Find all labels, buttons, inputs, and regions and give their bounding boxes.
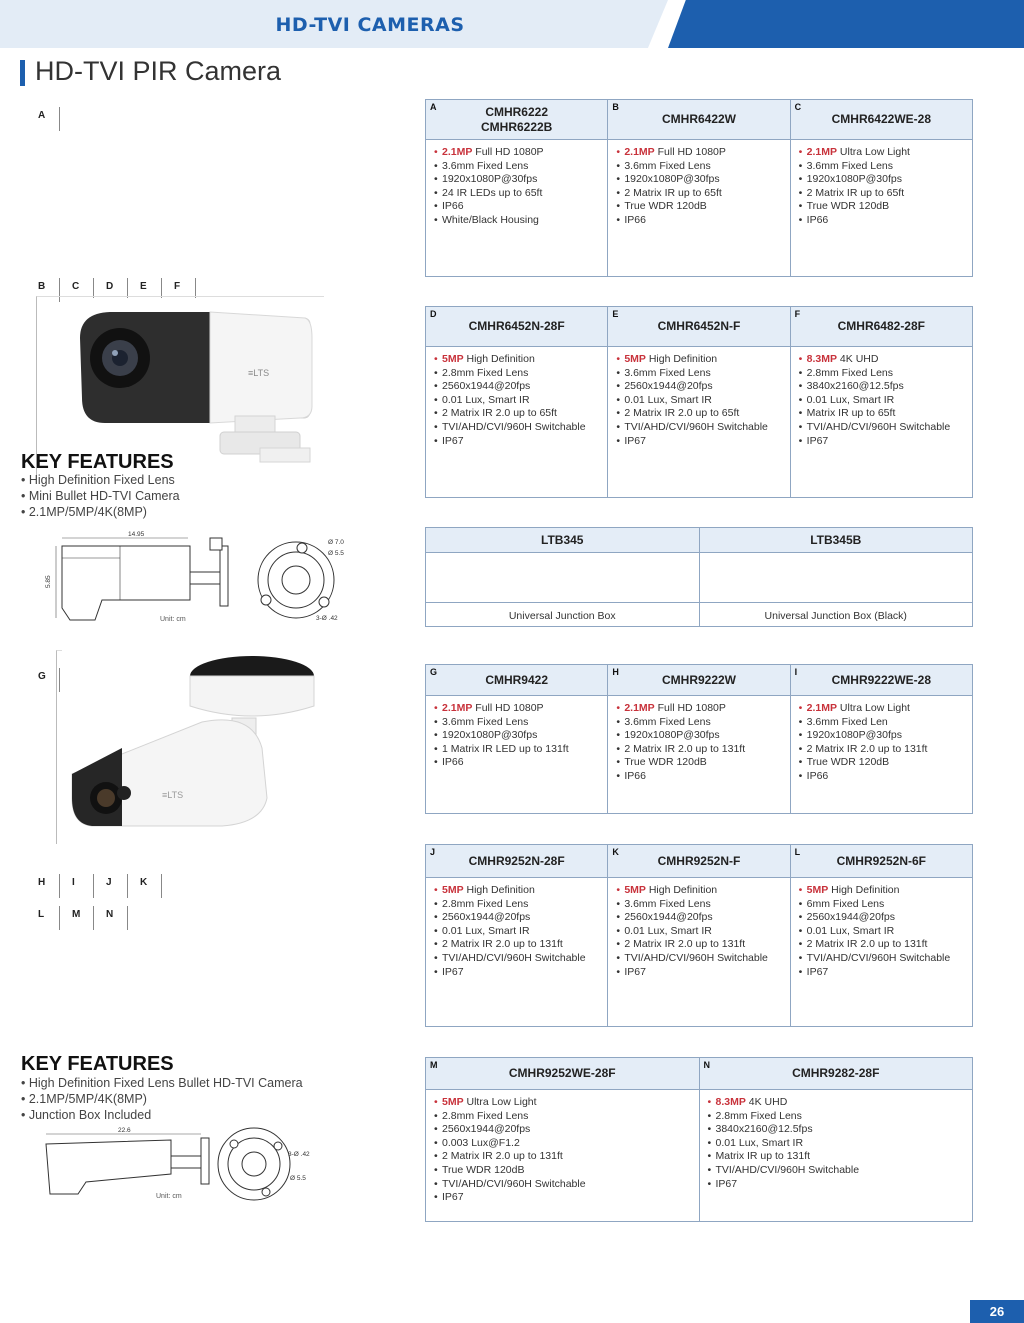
spec-item: • 2 Matrix IR 2.0 up to 131ft — [434, 938, 607, 952]
spec-item: • 1920x1080P@30fps — [434, 729, 607, 743]
spec-item: • 2 Matrix IR 2.0 up to 65ft — [434, 407, 607, 421]
spec-item: • IP67 — [708, 1178, 973, 1192]
spec-headline — [434, 146, 607, 160]
spec-list — [700, 1090, 973, 1191]
spec-item: • IP66 — [799, 770, 972, 784]
image-tag-l: L — [36, 909, 70, 929]
spec-item: • 3.6mm Fixed Lens — [616, 160, 789, 174]
junction-box-table — [425, 527, 973, 627]
image-tag-c: C — [70, 281, 104, 301]
spec-headline-text: Full HD 1080P — [472, 702, 544, 714]
resolution-highlight: 2.1MP — [806, 146, 838, 158]
spec-headline-text: High Definition — [645, 884, 718, 896]
product-header — [791, 307, 972, 347]
spec-item: • 2.8mm Fixed Lens — [434, 1110, 699, 1124]
image-tag-j: J — [104, 877, 138, 897]
spec-item: • 2 Matrix IR 2.0 up to 65ft — [616, 407, 789, 421]
spec-item: • 2560x1944@20fps — [434, 1123, 699, 1137]
product-header — [608, 845, 789, 878]
product-model: CMHR6422WE-28 — [831, 112, 931, 126]
spec-item: • IP67 — [799, 435, 972, 449]
svg-text:≡LTS: ≡LTS — [248, 368, 270, 378]
spec-list — [791, 696, 972, 784]
spec-list — [426, 878, 607, 979]
product-header — [700, 1058, 973, 1090]
spec-item: • 2560x1944@20fps — [616, 911, 789, 925]
product-letter: J — [430, 847, 436, 857]
spec-list — [426, 347, 607, 448]
junction-name: LTB345B — [810, 532, 862, 547]
spec-headline — [799, 146, 972, 160]
drawing2-d1: Ø 5.5 — [290, 1175, 306, 1182]
product-model: CMHR9422 — [485, 672, 549, 687]
spec-item: • TVI/AHD/CVI/960H Switchable — [799, 952, 972, 966]
spec-item: • 2 Matrix IR 2.0 up to 131ft — [616, 938, 789, 952]
product-letter: K — [612, 847, 619, 857]
drawing2-holes: 3-Ø .42 — [288, 1151, 310, 1158]
spec-headline-text: High Definition — [463, 353, 535, 365]
product-header — [426, 100, 607, 140]
spec-item: • True WDR 120dB — [434, 1164, 699, 1178]
spec-item: • 1920x1080P@30fps — [616, 173, 789, 187]
image-tag-h: H — [36, 877, 70, 897]
spec-item: • 2 Matrix IR 2.0 up to 131ft — [799, 938, 972, 952]
spec-item: • True WDR 120dB — [799, 756, 972, 770]
junction-col-ltb345 — [426, 528, 700, 626]
resolution-highlight: 2.1MP — [806, 702, 838, 714]
spec-list — [608, 878, 789, 979]
spec-item: • IP67 — [434, 966, 607, 980]
product-table-ghi — [425, 664, 973, 814]
spec-headline-text: High Definition — [828, 884, 900, 896]
product-col-cmhr9252n-28f — [426, 845, 608, 1026]
product-letter: M — [430, 1060, 438, 1070]
spec-item: • IP67 — [434, 1191, 699, 1205]
drawing1-unit: Unit: cm — [160, 616, 186, 623]
resolution-highlight: 2.1MP — [624, 146, 655, 158]
junction-caption: Universal Junction Box (Black) — [764, 610, 907, 622]
spec-item: • 0.01 Lux, Smart IR — [799, 925, 972, 939]
resolution-highlight: 5MP — [442, 884, 464, 896]
resolution-highlight: 2.1MP — [442, 702, 473, 714]
product-model: CMHR6452N-28F — [468, 319, 565, 333]
spec-headline — [616, 353, 789, 367]
product-letter: I — [794, 667, 798, 677]
spec-item: • TVI/AHD/CVI/960H Switchable — [434, 1178, 699, 1192]
product-col-cmhr9252we-28f — [426, 1058, 700, 1221]
product-col-cmhr9252n-f — [608, 845, 790, 1026]
category-title: HD-TVI CAMERAS — [275, 14, 465, 36]
product-table-mn — [425, 1057, 973, 1222]
product-col-cmhr9282-28f — [700, 1058, 973, 1221]
product-model: CMHR9252N-F — [657, 853, 741, 868]
tag-row-l — [36, 909, 138, 929]
product-model: CMHR9222WE-28 — [831, 672, 931, 687]
spec-item: • True WDR 120dB — [616, 756, 789, 770]
spec-headline-text: Full HD 1080P — [654, 702, 726, 714]
spec-headline — [434, 353, 607, 367]
spec-item: • 1920x1080P@30fps — [799, 729, 972, 743]
product-col-cmhr6422we-28 — [791, 100, 972, 276]
product-col-cmhr9222w — [608, 665, 790, 813]
product-letter: F — [794, 309, 801, 319]
spec-headline — [434, 702, 607, 716]
junction-image-cell — [700, 553, 973, 603]
spec-list — [791, 140, 972, 228]
product-header — [791, 845, 972, 878]
spec-headline — [434, 884, 607, 898]
product-model: CMHR6482-28F — [837, 319, 925, 333]
product-col-cmhr6422w — [608, 100, 790, 276]
product-model: CMHR9252WE-28F — [508, 1066, 616, 1080]
spec-list — [608, 347, 789, 448]
product-col-cmhr6222 — [426, 100, 608, 276]
spec-item: • 2560x1944@20fps — [616, 380, 789, 394]
image-tag-e: E — [138, 281, 172, 301]
resolution-highlight: 8.3MP — [806, 353, 838, 365]
spec-list — [608, 696, 789, 784]
spec-item: • TVI/AHD/CVI/960H Switchable — [434, 952, 607, 966]
product-model: CMHR9222W — [661, 672, 736, 687]
product-model: CMHR9282-28F — [792, 1066, 880, 1080]
spec-item: • 2560x1944@20fps — [434, 380, 607, 394]
spec-item: • 6mm Fixed Lens — [799, 898, 972, 912]
spec-item: • 0.003 Lux@F1.2 — [434, 1137, 699, 1151]
product-letter: A — [430, 102, 437, 112]
spec-item: • IP66 — [434, 200, 607, 214]
spec-headline — [616, 702, 789, 716]
spec-list — [608, 140, 789, 228]
product-table-jkl — [425, 844, 973, 1027]
key-feature-item: • 2.1MP/5MP/4K(8MP) — [21, 504, 180, 520]
spec-headline — [799, 353, 972, 367]
spec-item: • 0.01 Lux, Smart IR — [799, 394, 972, 408]
spec-item: • 24 IR LEDs up to 65ft — [434, 187, 607, 201]
spec-item: • 2560x1944@20fps — [434, 911, 607, 925]
product-header — [608, 307, 789, 347]
spec-item: • 0.01 Lux, Smart IR — [434, 925, 607, 939]
spec-headline-text: High Definition — [645, 353, 718, 365]
spec-item: • TVI/AHD/CVI/960H Switchable — [799, 421, 972, 435]
product-model: CMHR9252N-28F — [468, 853, 565, 868]
spec-item: • 3.6mm Fixed Lens — [434, 160, 607, 174]
drawing1-height: 5.85 — [45, 575, 52, 588]
image-tag-n: N — [104, 909, 138, 929]
spec-list — [791, 878, 972, 979]
image-tag-d: D — [104, 281, 138, 301]
header-banner-accent — [668, 0, 1024, 48]
spec-item: • 2560x1944@20fps — [799, 911, 972, 925]
spec-headline-text: Full HD 1080P — [472, 146, 544, 158]
junction-name: LTB345 — [541, 532, 584, 547]
product-letter: L — [794, 847, 801, 857]
resolution-highlight: 5MP — [624, 884, 646, 896]
product-letter: E — [612, 309, 619, 319]
product-header — [426, 665, 607, 696]
spec-headline-text: Ultra Low Light — [837, 146, 910, 158]
title-accent-bar — [20, 60, 25, 86]
junction-col-ltb345b — [700, 528, 973, 626]
product-col-cmhr6452n-28f — [426, 307, 608, 497]
product-letter: G — [430, 667, 438, 677]
bullet-camera-image — [62, 648, 324, 844]
spec-item: • IP66 — [434, 756, 607, 770]
spec-item: • IP66 — [616, 214, 789, 228]
product-letter: B — [612, 102, 619, 112]
spec-headline-text: 4K UHD — [745, 1096, 788, 1108]
junction-head — [426, 528, 699, 553]
product-model: CMHR9252N-6F — [836, 853, 926, 868]
spec-item: • True WDR 120dB — [616, 200, 789, 214]
product-col-cmhr9252n-6f — [791, 845, 972, 1026]
spec-item: • TVI/AHD/CVI/960H Switchable — [616, 421, 789, 435]
product-table-def — [425, 306, 973, 498]
spec-item: • 3.6mm Fixed Lens — [616, 716, 789, 730]
product-model: CMHR6422W — [661, 112, 736, 126]
resolution-highlight: 5MP — [442, 353, 464, 365]
drawing2-unit: Unit: cm — [156, 1193, 182, 1200]
spec-item: • TVI/AHD/CVI/960H Switchable — [434, 421, 607, 435]
product-letter: D — [430, 309, 437, 319]
product-header — [791, 100, 972, 140]
spec-item: • 3.6mm Fixed Lens — [434, 716, 607, 730]
spec-item: • 1920x1080P@30fps — [799, 173, 972, 187]
spec-item: • 0.01 Lux, Smart IR — [616, 394, 789, 408]
spec-list — [426, 1090, 699, 1205]
spec-list — [426, 696, 607, 770]
spec-item: • 1 Matrix IR LED up to 131ft — [434, 743, 607, 757]
product-header — [426, 845, 607, 878]
product-col-cmhr9222we-28 — [791, 665, 972, 813]
spec-item: • 3840x2160@12.5fps — [799, 380, 972, 394]
spec-item: • 3.6mm Fixed Lens — [616, 898, 789, 912]
spec-item: • 2 Matrix IR 2.0 up to 131ft — [799, 743, 972, 757]
spec-item: • 1920x1080P@30fps — [434, 173, 607, 187]
spec-headline-text: Ultra Low Light — [837, 702, 910, 714]
product-header — [426, 307, 607, 347]
spec-item: • 0.01 Lux, Smart IR — [708, 1137, 973, 1151]
product-model: CMHR6222 — [485, 104, 549, 119]
spec-headline — [616, 146, 789, 160]
spec-item: • 2.8mm Fixed Lens — [799, 367, 972, 381]
resolution-highlight: 2.1MP — [442, 146, 473, 158]
drawing1-width: 14.95 — [128, 531, 145, 538]
resolution-highlight: 5MP — [442, 1096, 464, 1108]
product-table-abc — [425, 99, 973, 277]
resolution-highlight: 5MP — [806, 884, 829, 896]
spec-headline-text: Full HD 1080P — [654, 146, 726, 158]
product-col-cmhr6482-28f — [791, 307, 972, 497]
drawing1-d1: Ø 7.0 — [328, 539, 344, 546]
spec-item: • IP67 — [799, 966, 972, 980]
product-letter: H — [612, 667, 619, 677]
product-col-cmhr6452n-f — [608, 307, 790, 497]
spec-item: • Matrix IR up to 131ft — [708, 1150, 973, 1164]
spec-item: • 3840x2160@12.5fps — [708, 1123, 973, 1137]
spec-item: • 3.6mm Fixed Len — [799, 716, 972, 730]
resolution-highlight: 5MP — [624, 353, 646, 365]
mini-bullet-dimension-drawing — [40, 528, 350, 628]
spec-headline — [434, 1096, 699, 1110]
junction-caption: Universal Junction Box — [508, 610, 616, 622]
spec-item: • IP66 — [799, 214, 972, 228]
key-feature-item: • High Definition Fixed Lens Bullet HD-TVI Camera — [21, 1075, 303, 1091]
product-header — [791, 665, 972, 696]
key-feature-item: • Mini Bullet HD-TVI Camera — [21, 488, 180, 504]
spec-item: • IP67 — [616, 435, 789, 449]
spec-item: • IP67 — [434, 435, 607, 449]
product-col-cmhr9422 — [426, 665, 608, 813]
spec-headline-text: Ultra Low Light — [463, 1096, 537, 1108]
key-features-list-2 — [21, 1075, 303, 1123]
product-header — [426, 1058, 699, 1090]
spec-item: • 2 Matrix IR 2.0 up to 131ft — [434, 1150, 699, 1164]
svg-text:≡LTS: ≡LTS — [162, 790, 184, 800]
spec-headline — [799, 702, 972, 716]
image-tag-a: A — [36, 110, 70, 130]
spec-item: • 2.8mm Fixed Lens — [434, 898, 607, 912]
spec-item: • TVI/AHD/CVI/960H Switchable — [708, 1164, 973, 1178]
product-letter: N — [703, 1060, 710, 1070]
spec-item: • 2 Matrix IR 2.0 up to 131ft — [616, 743, 789, 757]
spec-item: • 2 Matrix IR up to 65ft — [616, 187, 789, 201]
tag-row-a — [36, 110, 70, 130]
image-tag-f: F — [172, 281, 206, 301]
spec-headline-text: 4K UHD — [837, 353, 879, 365]
product-letter: C — [794, 102, 802, 112]
product-model-alt: CMHR6222B — [480, 119, 553, 134]
product-model: CMHR6452N-F — [657, 319, 741, 333]
junction-image-cell — [426, 553, 699, 603]
bullet-dimension-drawing — [36, 1124, 316, 1204]
spec-item: • 2 Matrix IR up to 65ft — [799, 187, 972, 201]
image-tag-b: B — [36, 281, 70, 301]
key-feature-item: • High Definition Fixed Lens — [21, 472, 180, 488]
spec-headline — [616, 884, 789, 898]
page-title: HD-TVI PIR Camera — [35, 56, 282, 86]
spec-item: • 2.8mm Fixed Lens — [708, 1110, 973, 1124]
image-tag-k: K — [138, 877, 172, 897]
junction-head — [700, 528, 973, 553]
spec-item: • White/Black Housing — [434, 214, 607, 228]
image-tag-g: G — [36, 671, 70, 691]
spec-headline — [708, 1096, 973, 1110]
product-header — [608, 100, 789, 140]
product-header — [608, 665, 789, 696]
drawing1-d2: Ø 5.5 — [328, 550, 344, 557]
resolution-highlight: 8.3MP — [715, 1096, 746, 1108]
image-tag-i: I — [70, 877, 104, 897]
spec-headline — [799, 884, 972, 898]
spec-list — [791, 347, 972, 448]
spec-item: • IP67 — [616, 966, 789, 980]
drawing1-holes: 3-Ø .42 — [316, 615, 338, 622]
drawing2-width: 22.6 — [118, 1127, 131, 1134]
spec-item: • 0.01 Lux, Smart IR — [616, 925, 789, 939]
page-number: 26 — [970, 1300, 1024, 1323]
image-tag-m: M — [70, 909, 104, 929]
spec-item: • 1920x1080P@30fps — [616, 729, 789, 743]
key-features-title-2: KEY FEATURES — [21, 1053, 174, 1075]
spec-item: • True WDR 120dB — [799, 200, 972, 214]
key-features-title-1: KEY FEATURES — [21, 451, 174, 473]
spec-item: • IP66 — [616, 770, 789, 784]
spec-headline-text: High Definition — [463, 884, 535, 896]
spec-item: • 3.6mm Fixed Lens — [616, 367, 789, 381]
spec-item: • TVI/AHD/CVI/960H Switchable — [616, 952, 789, 966]
spec-item: • Matrix IR up to 65ft — [799, 407, 972, 421]
spec-item: • 0.01 Lux, Smart IR — [434, 394, 607, 408]
spec-list — [426, 140, 607, 228]
spec-item: • 3.6mm Fixed Lens — [799, 160, 972, 174]
tag-row-h — [36, 877, 172, 897]
resolution-highlight: 2.1MP — [624, 702, 655, 714]
key-feature-item: • Junction Box Included — [21, 1107, 303, 1123]
spec-item: • 2.8mm Fixed Lens — [434, 367, 607, 381]
key-feature-item: • 2.1MP/5MP/4K(8MP) — [21, 1091, 303, 1107]
key-features-list-1 — [21, 472, 180, 520]
